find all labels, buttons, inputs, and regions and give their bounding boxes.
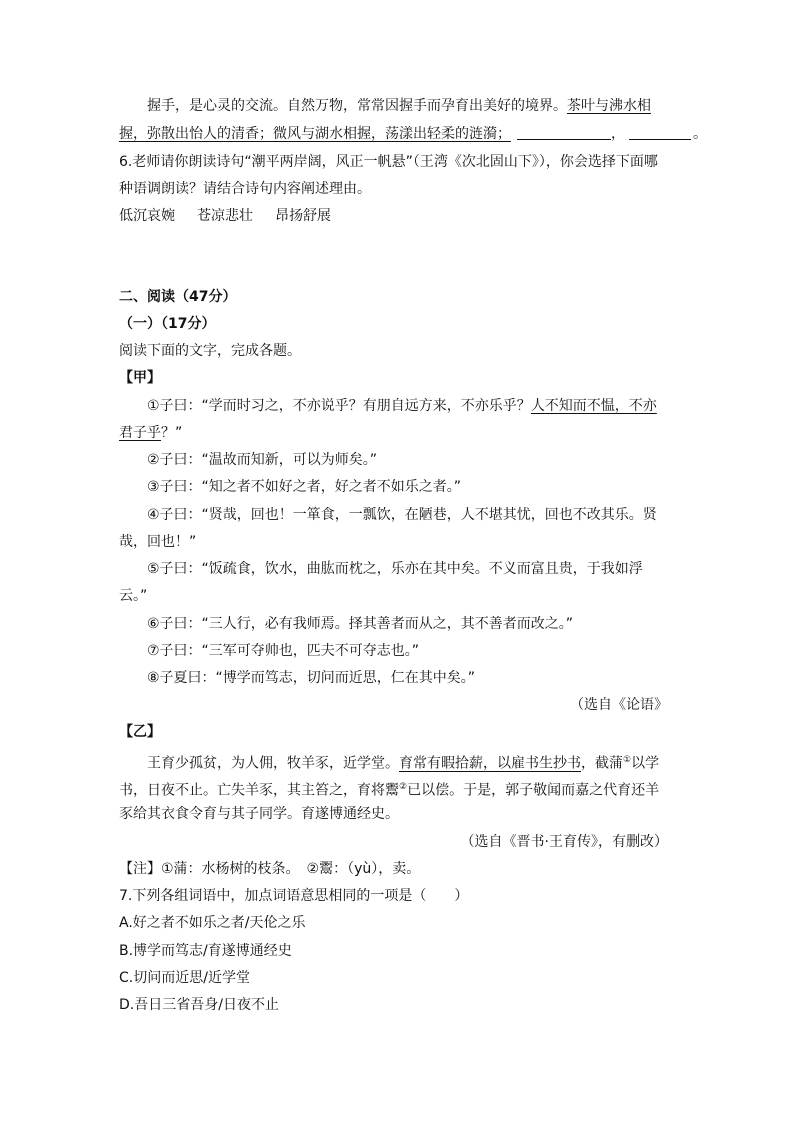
yi-line-1: 王育少孤贫，为人佣，牧羊豕，近学堂。育常有暇拾薪，以雇书生抄书，截蒲①以学 — [147, 755, 660, 772]
footnote-mark: ① — [623, 755, 632, 765]
q7-option-b: B.博学而笃志/育遂博通经史 — [119, 943, 292, 959]
q6-option: 昂扬舒展 — [275, 208, 331, 224]
q6-option: 低沉哀婉 — [119, 208, 175, 224]
q7-option-d: D.吾日三省吾身/日夜不止 — [119, 997, 279, 1013]
q6-option: 苍凉悲壮 — [197, 208, 253, 224]
jia-para-1-line-2: 君子乎？” — [119, 425, 183, 441]
jia-para-7: ⑦子曰：“三军可夺帅也，匹夫不可夺志也。” — [147, 643, 420, 659]
underlined-text: 茶叶与沸水相 — [567, 98, 651, 114]
q5-line-2: 握，弥散出怡人的清香；微风与湖水相握，荡漾出轻柔的涟漪； ， 。 — [119, 126, 707, 142]
jia-para-4-line-2: 哉，回也！” — [119, 534, 197, 550]
jia-para-4-line-1: ④子曰：“贤哉，回也！一箪食，一瓢饮，在陋巷，人不堪其忧，回也不改其乐。贤 — [147, 507, 657, 523]
q6-line-1: 6.老师请你朗读诗句“潮平两岸阔，风正一帆悬”（王湾《次北固山下》），你会选择下面哪 — [119, 154, 658, 170]
jia-para-6: ⑥子曰：“三人行，必有我师焉。择其善者而从之，其不善者而改之。” — [147, 616, 574, 632]
underlined-text: 握，弥散出怡人的清香；微风与湖水相握，荡漾出轻柔的涟漪； — [119, 126, 511, 142]
yi-line-2: 书，日夜不止。亡失羊豕，其主笞之，育将鬻②已以偿。于是，郭子敬闻而嘉之代育还羊 — [119, 782, 660, 799]
subsection-title: （一）（17分） — [119, 316, 216, 332]
jia-para-1-line-1: ①子曰：“学而时习之，不亦说乎？有朋自远方来，不亦乐乎？人不知而不愠，不亦 — [147, 398, 657, 414]
q5-line-1: 握手，是心灵的交流。自然万物，常常因握手而孕育出美好的境界。茶叶与沸水相 — [147, 98, 651, 114]
underlined-text: 人不知而不愠，不亦 — [530, 398, 657, 414]
footnote-mark: ② — [399, 782, 408, 792]
jia-para-2: ②子曰：“温故而知新，可以为师矣。” — [147, 452, 378, 468]
jia-para-3: ③子曰：“知之者不如好之者，好之者不如乐之者。” — [147, 479, 462, 495]
underlined-text: 育常有暇拾薪，以雇书生抄书 — [399, 755, 581, 772]
q7-option-a: A.好之者不如乐之者/天伦之乐 — [119, 915, 306, 931]
q6-line-2: 种语调朗读？请结合诗句内容阐述理由。 — [119, 181, 371, 197]
q6-options — [119, 206, 353, 226]
footnote: 【注】①蒲：水杨树的枝条。 ②鬻：（yù），卖。 — [119, 861, 421, 877]
q7-stem: 7.下列各组词语中，加点词语意思相同的一项是（ ） — [119, 888, 469, 904]
answer-blank-1[interactable] — [517, 125, 611, 140]
passage-yi-label: 【乙】 — [119, 724, 161, 740]
answer-blank-2[interactable] — [629, 125, 691, 140]
jia-para-8: ⑧子夏曰：“博学而笃志，切问而近思，仁在其中矣。” — [147, 670, 476, 686]
passage-jia-label: 【甲】 — [119, 370, 161, 386]
jia-source: （选自《论语》 — [570, 697, 668, 713]
yi-source: （选自《晋书·王育传》，有删改） — [460, 834, 668, 850]
yi-line-3: 豕给其衣食令育与其子同学。育遂博通经史。 — [119, 806, 399, 822]
section-title: 二、阅读（47分） — [119, 289, 237, 305]
underlined-text: 君子乎 — [119, 425, 161, 441]
jia-para-5-line-1: ⑤子曰：“饭疏食，饮水，曲肱而枕之，乐亦在其中矣。不义而富且贵，于我如浮 — [147, 561, 643, 577]
jia-para-5-line-2: 云。” — [119, 588, 148, 604]
reading-instruction: 阅读下面的文字，完成各题。 — [119, 343, 301, 359]
q7-option-c: C.切问而近思/近学堂 — [119, 970, 250, 986]
